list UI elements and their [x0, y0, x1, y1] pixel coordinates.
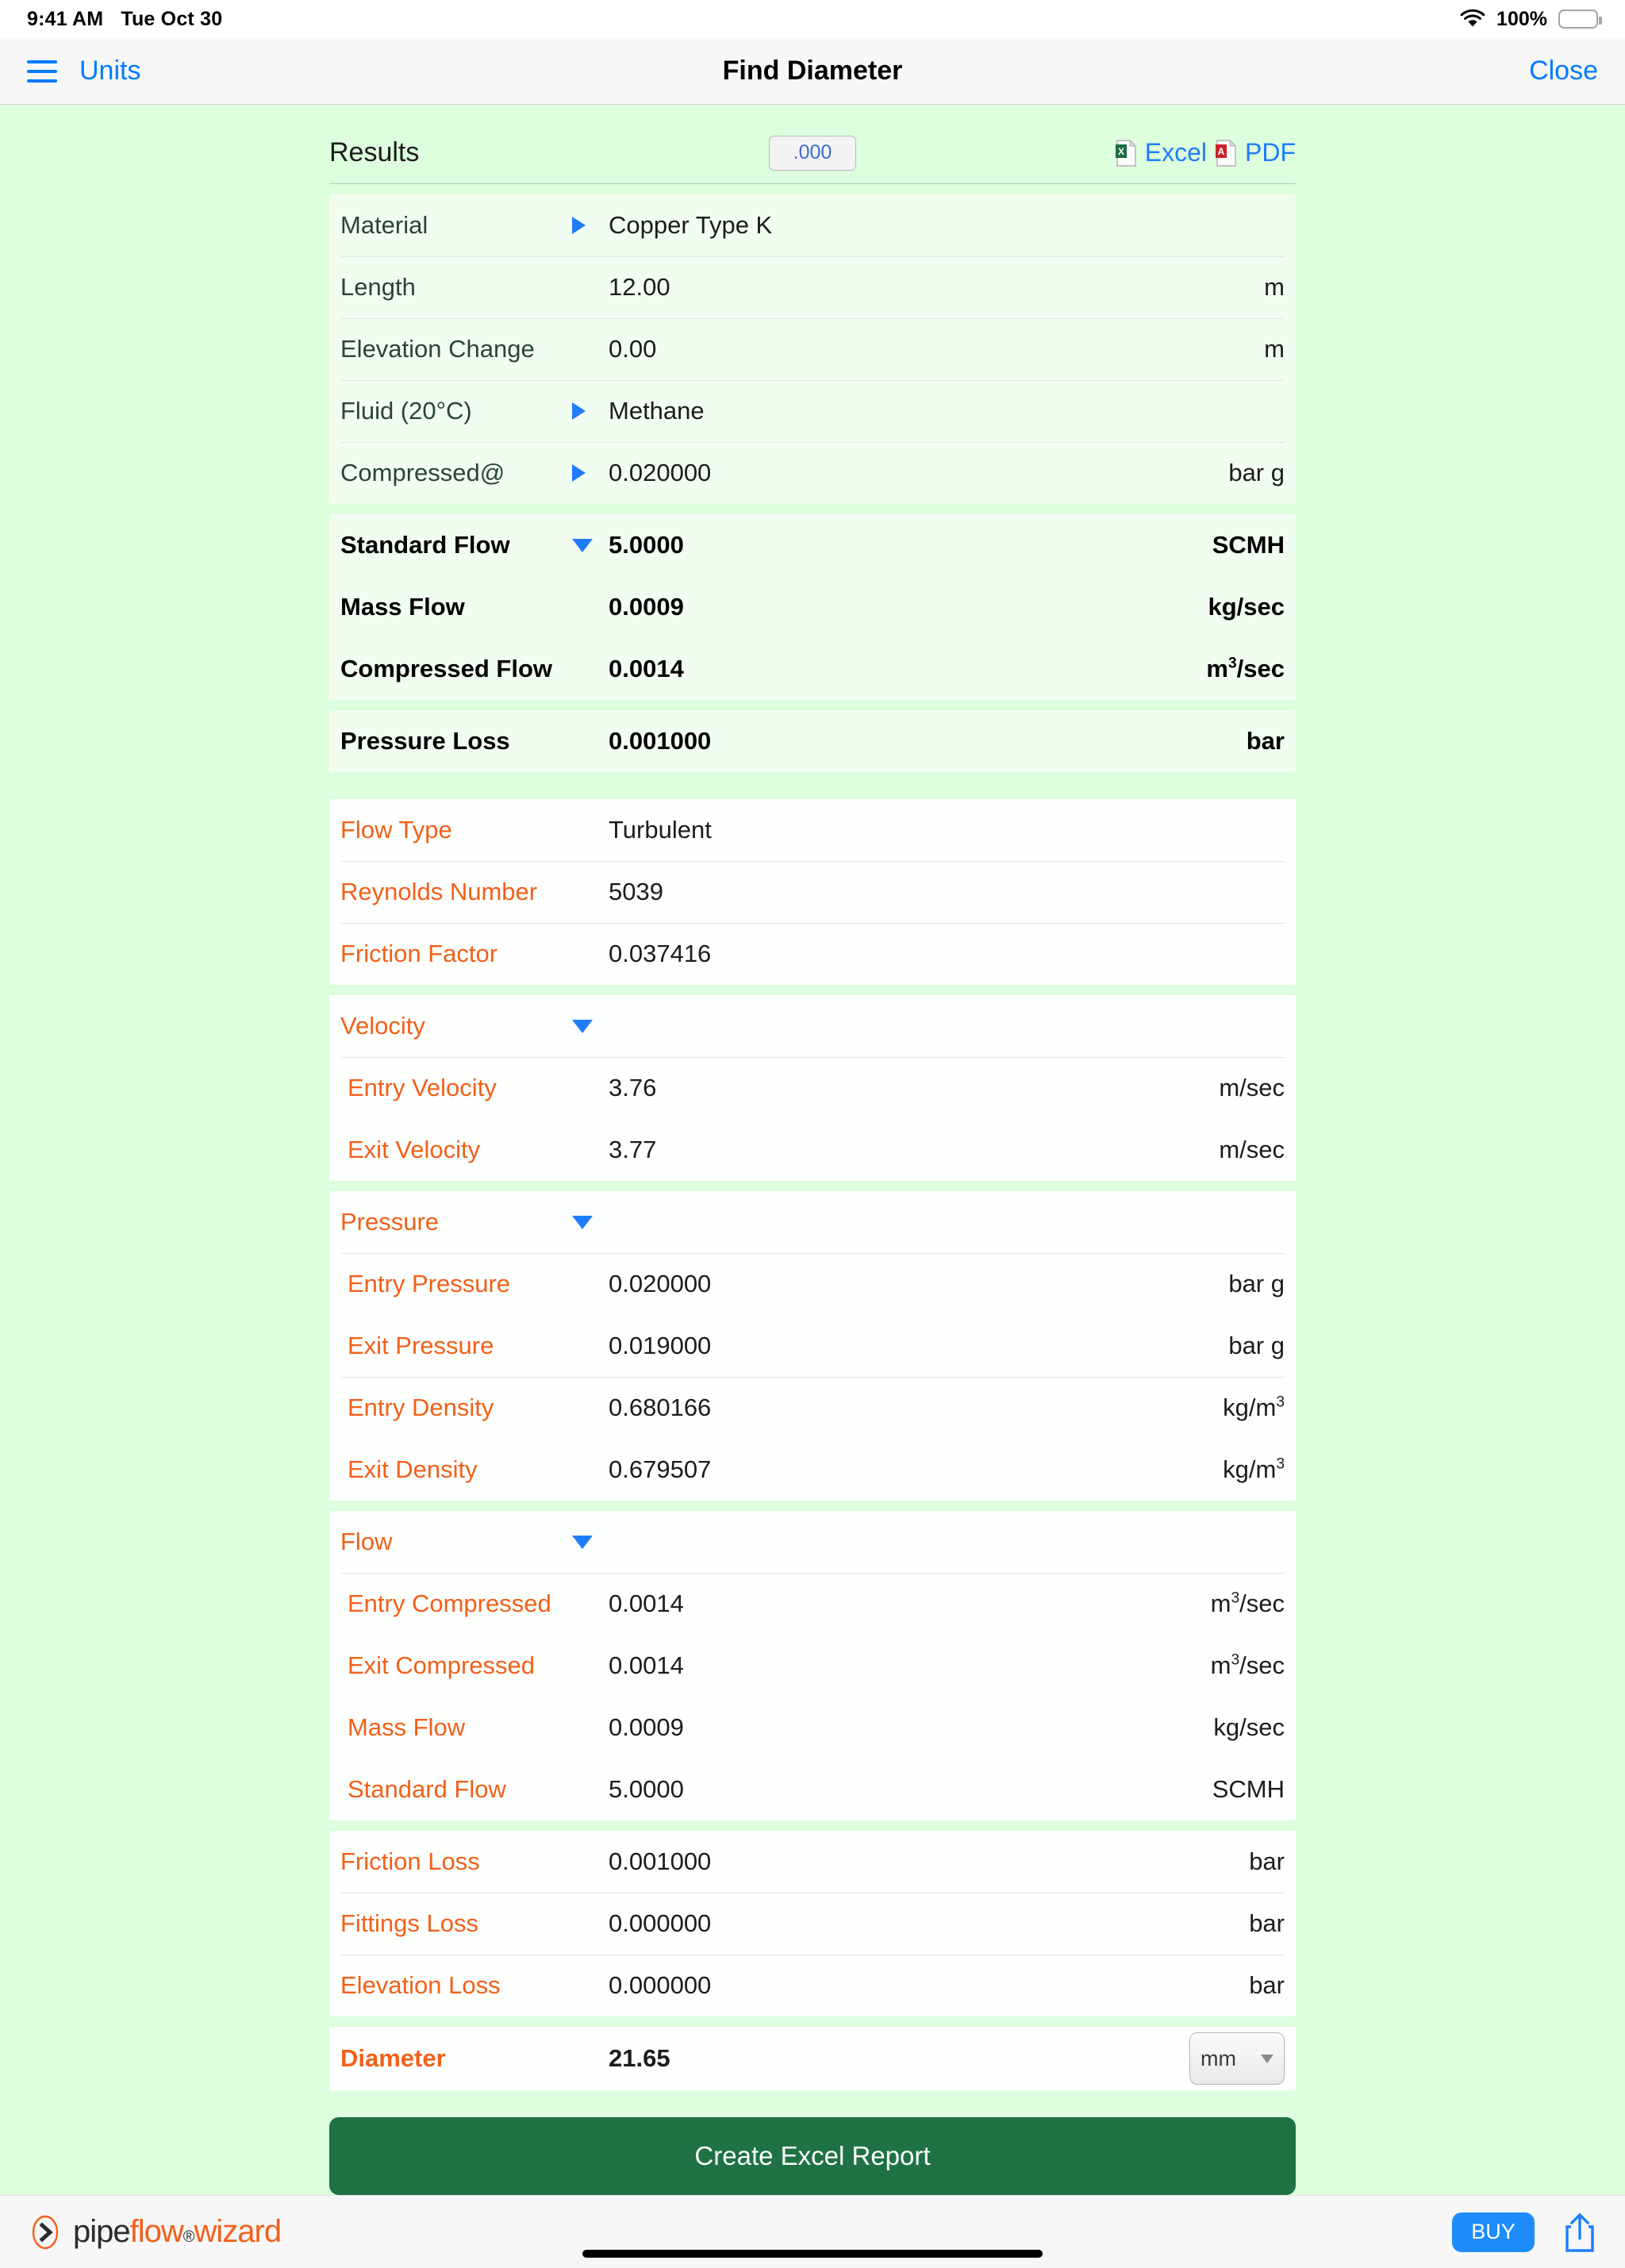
row-unit: m	[1264, 335, 1285, 363]
hamburger-menu-icon[interactable]	[27, 60, 57, 83]
table-row-reynolds-number	[329, 861, 1296, 923]
row-value: 0.679507	[609, 1455, 712, 1483]
logo-text-flow: flow	[129, 2214, 183, 2249]
export-group	[1115, 138, 1296, 167]
wifi-icon	[1460, 10, 1485, 29]
row-label: Pressure Loss	[340, 727, 510, 755]
table-row-mass-flow	[329, 576, 1296, 638]
row-unit: bar	[1246, 727, 1285, 755]
table-row-compressed-at[interactable]	[329, 442, 1296, 504]
row-value: Copper Type K	[609, 211, 773, 239]
disclosure-down-icon[interactable]	[572, 1536, 609, 1549]
row-label: Flow Type	[340, 816, 452, 844]
row-label: Entry Density	[348, 1393, 494, 1421]
row-label: Pressure	[340, 1208, 440, 1236]
table-row-material[interactable]	[329, 194, 1296, 256]
row-value: 0.0009	[609, 1713, 684, 1741]
home-indicator[interactable]	[582, 2250, 1043, 2258]
row-value: 21.65	[609, 2044, 670, 2072]
velocity-group	[329, 995, 1296, 1181]
table-row-diameter	[329, 2027, 1296, 2090]
row-label: Exit Pressure	[348, 1332, 494, 1359]
excel-label: Excel	[1144, 138, 1207, 167]
table-row-fluid[interactable]	[329, 380, 1296, 442]
logo-text-pipe: pipe	[73, 2214, 130, 2249]
row-label: Diameter	[340, 2044, 446, 2072]
diameter-unit-value: mm	[1201, 2046, 1236, 2070]
row-unit: kg/sec	[1213, 1713, 1285, 1741]
status-bar-right	[1460, 8, 1598, 31]
row-label: Mass Flow	[348, 1713, 466, 1741]
section-header-flow[interactable]	[329, 1511, 1296, 1573]
row-unit: $m^3/\sec$	[1210, 1651, 1285, 1679]
results-header	[329, 122, 1296, 184]
row-label: Compressed Flow	[340, 655, 552, 682]
bottom-bar-actions	[1452, 2212, 1598, 2253]
row-value: 3.76	[609, 1074, 657, 1101]
row-value: 0.020000	[609, 459, 712, 486]
row-label: Exit Density	[348, 1455, 478, 1483]
pressure-loss-group	[329, 710, 1296, 772]
row-unit: kg/sec	[1208, 593, 1285, 621]
row-unit: bar g	[1228, 1270, 1285, 1297]
row-value: 0.019000	[609, 1332, 712, 1359]
row-value: 0.00	[609, 335, 657, 363]
table-row-elevation-loss	[329, 1955, 1296, 2016]
row-value: 5039	[609, 878, 663, 905]
row-label: Reynolds Number	[340, 878, 538, 905]
row-label: Entry Compressed	[348, 1590, 551, 1617]
row-unit: m	[1264, 273, 1285, 301]
table-row-length[interactable]	[329, 256, 1296, 318]
row-value: 0.0014	[609, 1590, 684, 1617]
status-time: 9:41 AM	[27, 7, 104, 30]
pdf-label: PDF	[1245, 138, 1296, 167]
table-row-flow-mass-flow	[329, 1697, 1296, 1759]
pdf-file-icon	[1215, 140, 1237, 167]
row-value: 12.00	[609, 273, 670, 301]
chevron-down-icon	[1261, 2055, 1273, 2063]
table-row-entry-density	[329, 1377, 1296, 1439]
row-unit: bar g	[1228, 1332, 1285, 1359]
row-label: Elevation Loss	[340, 1971, 501, 1999]
row-value: 0.0014	[609, 1651, 684, 1679]
row-value: 0.001000	[609, 1847, 712, 1875]
row-label: Friction Factor	[340, 940, 498, 967]
table-row-entry-compressed	[329, 1573, 1296, 1635]
disclosure-right-icon[interactable]	[572, 402, 609, 420]
status-date: Tue Oct 30	[121, 7, 223, 30]
disclosure-down-icon[interactable]	[572, 1216, 609, 1229]
app-logo	[27, 2214, 281, 2251]
row-value: 0.037416	[609, 940, 712, 967]
row-value: 5.0000	[609, 531, 684, 559]
row-unit: SCMH	[1212, 1775, 1285, 1803]
row-unit: $kg/m^3$	[1223, 1455, 1285, 1483]
row-value: 0.020000	[609, 1270, 712, 1297]
row-label: Compressed@	[340, 459, 505, 486]
row-unit: $m^3/\sec$	[1206, 655, 1285, 682]
logo-wordmark	[73, 2214, 281, 2250]
losses-group	[329, 1831, 1296, 2016]
input-parameters-group	[329, 194, 1296, 504]
flow-detail-group	[329, 1511, 1296, 1820]
row-unit: $m^3/\sec$	[1210, 1590, 1285, 1617]
table-row-flow-type	[329, 799, 1296, 861]
flow-input-group	[329, 514, 1296, 700]
battery-icon	[1558, 10, 1598, 29]
row-label: Entry Pressure	[348, 1270, 511, 1297]
table-row-friction-factor	[329, 923, 1296, 985]
row-label: Exit Velocity	[348, 1136, 481, 1163]
logo-registered-mark: ®	[182, 2228, 194, 2246]
results-sheet	[329, 122, 1296, 2195]
row-value: 0.0014	[609, 655, 684, 682]
row-unit: $kg/m^3$	[1223, 1393, 1285, 1421]
row-unit: SCMH	[1212, 531, 1285, 559]
table-row-flow-standard-flow	[329, 1759, 1296, 1820]
create-excel-report-button[interactable]: Create Excel Report	[329, 2117, 1296, 2195]
page-title: Find Diameter	[722, 56, 903, 86]
units-button[interactable]: Units	[79, 56, 141, 86]
pressure-group	[329, 1191, 1296, 1501]
row-value: 0.000000	[609, 1971, 712, 1999]
row-label: Friction Loss	[340, 1847, 480, 1875]
table-row-exit-compressed	[329, 1635, 1296, 1697]
disclosure-right-icon[interactable]	[572, 217, 609, 234]
bottom-bar	[0, 2195, 1625, 2268]
diameter-unit-select[interactable]	[1189, 2032, 1285, 2085]
disclosure-down-icon[interactable]	[572, 539, 609, 552]
row-value: 0.0009	[609, 593, 684, 621]
content-area	[0, 105, 1625, 2195]
battery-percent: 100%	[1496, 7, 1547, 30]
row-label: Velocity	[340, 1012, 425, 1040]
row-label: Elevation Change	[340, 335, 535, 363]
row-unit: bar	[1249, 1971, 1285, 1999]
row-value: 5.0000	[609, 1775, 684, 1803]
row-value: Turbulent	[609, 816, 712, 844]
svg-text:X: X	[1117, 145, 1124, 157]
row-unit: m/sec	[1219, 1136, 1285, 1163]
row-unit: bar	[1249, 1847, 1285, 1875]
table-row-entry-velocity	[329, 1057, 1296, 1119]
export-excel-button[interactable]	[1115, 138, 1207, 167]
buy-button[interactable]: BUY	[1452, 2212, 1535, 2252]
diameter-result-group	[329, 2027, 1296, 2090]
export-pdf-button[interactable]	[1215, 138, 1296, 167]
excel-file-icon	[1115, 140, 1137, 167]
table-row-elevation-change[interactable]	[329, 318, 1296, 380]
row-value: 0.001000	[609, 727, 712, 755]
table-row-pressure-loss	[329, 710, 1296, 772]
navigation-bar-left	[27, 56, 140, 86]
row-label: Standard Flow	[348, 1775, 506, 1803]
table-row-compressed-flow	[329, 638, 1296, 700]
row-label: Flow	[340, 1528, 393, 1555]
logo-text-wizard: wizard	[194, 2214, 282, 2249]
table-row-entry-pressure	[329, 1253, 1296, 1315]
navigation-bar	[0, 38, 1625, 105]
row-label: Standard Flow	[340, 531, 510, 559]
row-label: Fittings Loss	[340, 1909, 479, 1937]
calculation-summary-group	[329, 799, 1296, 985]
section-header-pressure[interactable]	[329, 1191, 1296, 1253]
table-row-friction-loss	[329, 1831, 1296, 1893]
row-value: 0.680166	[609, 1393, 712, 1421]
row-label: Fluid (20°C)	[340, 397, 472, 425]
row-label: Material	[340, 211, 428, 239]
pipeflow-chevron-logo-icon	[27, 2214, 63, 2251]
row-unit: m/sec	[1219, 1074, 1285, 1101]
table-row-standard-flow[interactable]	[329, 514, 1296, 576]
table-row-exit-density	[329, 1439, 1296, 1501]
results-title: Results	[329, 137, 420, 167]
row-label: Exit Compressed	[348, 1651, 536, 1679]
row-label: Mass Flow	[340, 593, 465, 621]
decimal-format-button[interactable]: .000	[769, 136, 856, 171]
row-value: 3.77	[609, 1136, 657, 1163]
row-label: Length	[340, 273, 416, 301]
table-row-exit-pressure	[329, 1315, 1296, 1377]
row-unit: bar	[1249, 1909, 1285, 1937]
svg-text:A: A	[1217, 145, 1225, 157]
close-button[interactable]: Close	[1529, 56, 1598, 86]
disclosure-right-icon[interactable]	[572, 464, 609, 482]
section-header-velocity[interactable]	[329, 995, 1296, 1057]
status-bar-left	[27, 8, 222, 31]
table-row-fittings-loss	[329, 1893, 1296, 1955]
table-row-exit-velocity	[329, 1119, 1296, 1181]
row-label: Entry Velocity	[348, 1074, 497, 1101]
row-value: 0.000000	[609, 1909, 712, 1937]
disclosure-down-icon[interactable]	[572, 1020, 609, 1033]
share-icon[interactable]	[1562, 2212, 1598, 2253]
status-bar	[0, 0, 1625, 38]
row-value: Methane	[609, 397, 705, 425]
row-unit: bar g	[1228, 459, 1285, 486]
